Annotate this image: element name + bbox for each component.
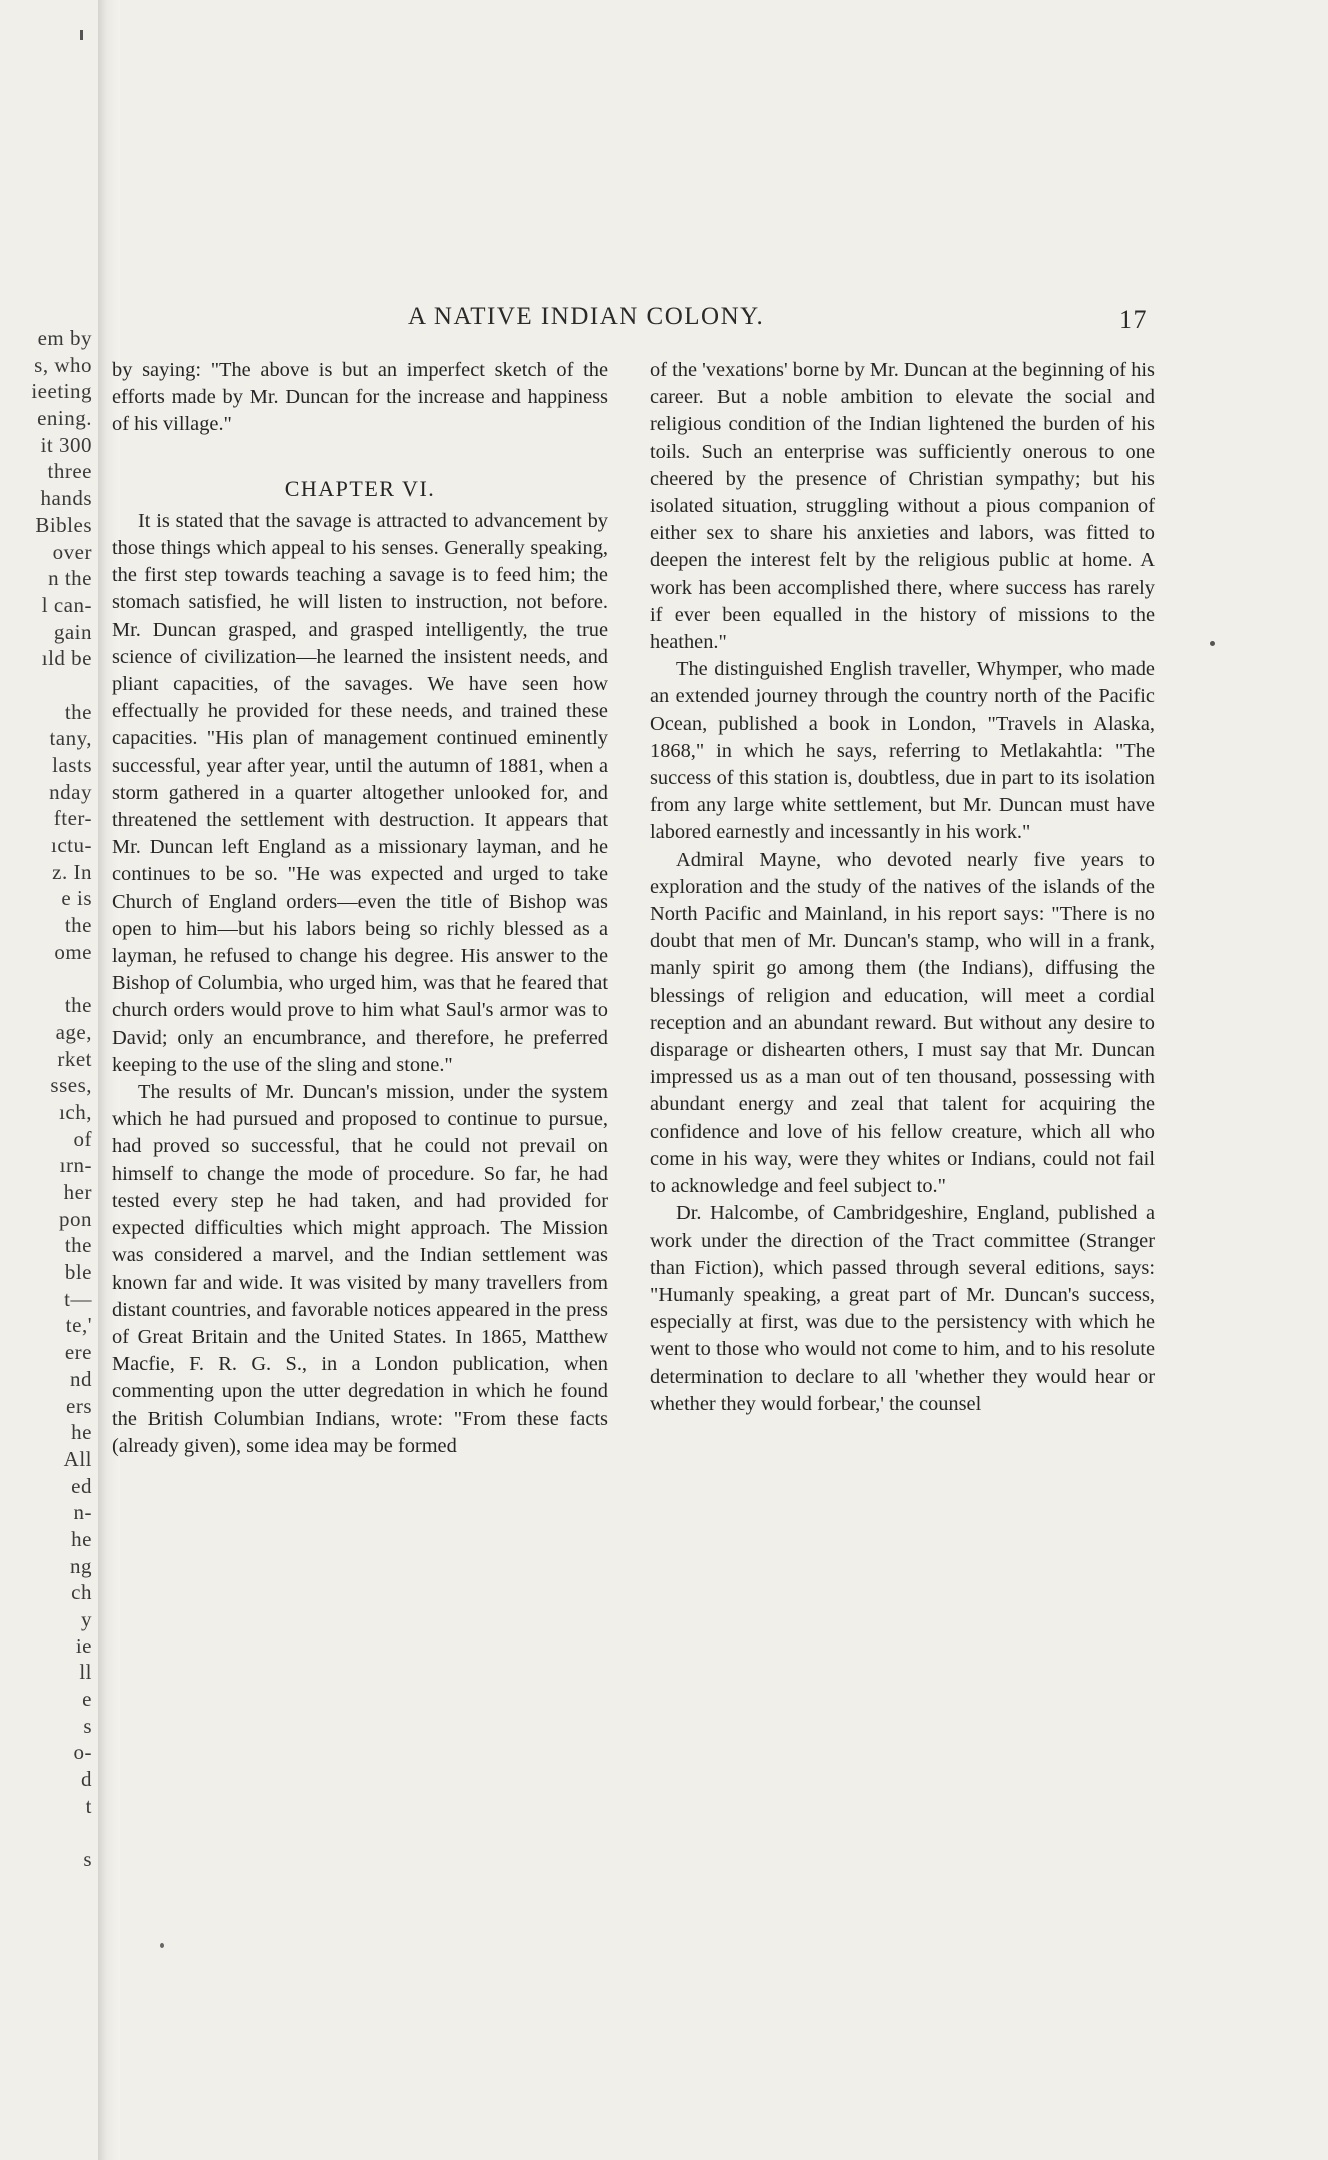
fragment-line: he: [71, 1420, 92, 1445]
fragment-line: he: [71, 1526, 92, 1551]
fragment-line: the: [64, 1233, 92, 1258]
fragment-line: ie: [75, 1633, 92, 1658]
fragment-line: te,': [65, 1313, 92, 1338]
body-paragraph: Dr. Halcombe, of Cambridgeshire, England, published a work under the direction of the Tract committee (Stranger than Fiction), which passed through several editions, says: "Humanly speaking, a great part of Mr. Duncan's success, especially at first, was due to the persistency with which he went to those who would not come to him, and to his resolute determination to declare to all 'whether they would hear or whether they would forbear,' the counsel: [650, 1202, 1155, 1415]
fragment-line: ening.: [37, 406, 92, 431]
fragment-line: Bibles: [35, 512, 92, 537]
running-title: A NATIVE INDIAN COLONY.: [408, 303, 765, 330]
fragment-line: ıch,: [59, 1099, 92, 1124]
ink-speck: [1210, 641, 1215, 646]
fragment-line: the: [64, 993, 92, 1018]
fragment-line: l can-: [41, 592, 92, 617]
fragment-line: [0, 966, 92, 993]
fragment-line: t—: [64, 1286, 92, 1311]
body-paragraph: The results of Mr. Duncan's mission, under the system which he had pursued and proposed to continue to pursue, had proved so successful, that he could not prevail on himself to change the mode of procedure. So far, he had tested every step he had taken, and had provided for expected difficulties which might approach. The Mission was considered a marvel, and the Indian settlement was known far and wide. It was visited by many travellers from distant countries, and favorable notices appeared in the press of Great Britain and the United States. In 1865, Matthew Macfie, F. R. G. S., in a London publication, when commenting upon the utter degredation in which he found the British Columbian Indians, wrote: "From these facts (already given), some idea may be formed: [112, 1081, 608, 1457]
fragment-line: ırn-: [59, 1153, 92, 1178]
fragment-line: ıctu-: [51, 833, 92, 858]
body-paragraph: It is stated that the savage is attracted to advancement by those things which appeal to his senses. Generally speaking, the first step towards teaching a savage is to feed him; the stomach satisfied, he will listen to instruction, not before. Mr. Duncan grasped, and grasped intelligently, the true science of civilization—he learned the insistent needs, and pliant capacities, of the savages. We have seen how effectually he provided for these needs, and trained these capacities. "His plan of management continued eminently successful, year after year, until the autumn of 1881, when a storm gathered in a quarter altogether unlooked for, and threatened the settlement with destruction. It appears that Mr. Duncan left England as a missionary layman, and he continues to be so. "He was expected and urged to take Church of England orders—even the title of Bishop was open to him—but his labors being so richly blessed as a layman, he refused to change his degree. His answer to the Bishop of Columbia, who urged him, was that he feared that church orders would prove to him what Saul's armor was to David; only an encumbrance, and therefore, he preferred keeping to the use of the sling and stone.": [112, 509, 608, 1076]
page-number: 17: [1119, 305, 1148, 334]
ink-speck: [160, 1943, 164, 1948]
fragment-line: lasts: [52, 753, 92, 777]
fragment-line: t: [85, 1793, 92, 1818]
fragment-line: [0, 1820, 92, 1847]
fragment-line: s: [83, 1847, 92, 1872]
chapter-heading: CHAPTER VI.: [284, 475, 436, 501]
fragment-line: ch: [71, 1580, 92, 1605]
fragment-line: ieeting: [31, 379, 92, 404]
fragment-line: nday: [49, 779, 92, 804]
fragment-line: em by: [37, 326, 92, 350]
fragment-line: ıld be: [41, 646, 92, 671]
fragment-line: n-: [73, 1500, 92, 1525]
fragment-line: y: [81, 1607, 92, 1631]
fragment-line: z. In: [52, 859, 92, 884]
fragment-line: age,: [55, 1019, 92, 1044]
fragment-line: o-: [73, 1740, 92, 1765]
fragment-line: it 300: [40, 432, 92, 457]
body-paragraph: The distinguished English traveller, Whymper, who made an extended journey through the country north of the Pacific Ocean, published a book in London, "Travels in Alaska, 1868," in which he says, referring to Metlakahtla: "The success of this station is, doubtless, due in part to its isolation from any large white settlement, but Mr. Duncan must have labored earnestly and incessantly in his work.": [650, 658, 1155, 844]
fragment-line: ed: [71, 1473, 92, 1498]
fragment-line: s: [83, 1713, 92, 1738]
fragment-line: pon: [59, 1206, 92, 1231]
fragment-line: All: [63, 1446, 92, 1471]
fragment-line: fter-: [53, 806, 92, 831]
fragment-line: gain: [53, 619, 92, 644]
fragment-line: three: [47, 459, 92, 484]
margin-mark: [80, 30, 83, 40]
fragment-line: sses,: [50, 1073, 92, 1098]
fragment-line: ble: [64, 1260, 92, 1285]
fragment-line: her: [63, 1180, 92, 1204]
right-column: [650, 357, 1155, 1418]
fragment-line: of: [73, 1126, 92, 1151]
fragment-line: tany,: [49, 726, 92, 751]
left-column: [112, 357, 608, 1460]
fragment-line: rket: [57, 1046, 92, 1071]
fragment-line: e is: [61, 886, 92, 911]
fragment-line: the: [64, 699, 92, 724]
fragment-line: e: [82, 1687, 92, 1712]
fragment-line: nd: [70, 1366, 92, 1391]
facing-page-fragments: [0, 325, 92, 1873]
fragment-line: s, who: [34, 352, 92, 377]
opening-paragraph: by saying: "The above is but an imperfect sketch of the efforts made by Mr. Duncan for the increase and happiness of his village.": [112, 359, 608, 436]
fragment-line: ome: [54, 939, 92, 964]
body-paragraph: of the 'vexations' borne by Mr. Duncan at the beginning of his career. But a noble ambition to elevate the social and religious condition of the Indian lightened the burden of his toils. Such an enterprise was sufficiently onerous to one cheered by the presence of Christian sympathy; but his isolated situation, struggling without a pious companion of either sex to share his anxieties and labors, was fitted to deepen the interest felt by the religious public at home. A work has been accomplished there, where success has rarely if ever been equalled in the history of missions to the heathen.": [650, 359, 1155, 654]
fragment-line: ng: [70, 1553, 92, 1578]
fragment-line: ll: [79, 1660, 92, 1685]
fragment-line: the: [64, 913, 92, 938]
body-paragraph: Admiral Mayne, who devoted nearly five years to exploration and the study of the natives of the islands of the North Pacific and Mainland, in his report says: "There is no doubt that men of Mr. Duncan's stamp, who will in a frank, manly spirit go among them (the Indians), diffusing the blessings of religion and education, will meet a cordial reception and an abundant reward. But without any desire to disparage or dishearten others, I must say that Mr. Duncan impressed us as a man out of ten thousand, possessing with abundant energy and zeal that talent for acquiring the confidence and love of his fellow creature, which all who come in his way, were they whites or Indians, could not fail to acknowledge and feel subject to.": [650, 848, 1155, 1198]
fragment-line: ers: [66, 1393, 92, 1418]
fragment-line: hands: [40, 486, 92, 511]
fragment-line: d: [81, 1767, 92, 1792]
fragment-line: n the: [48, 566, 92, 591]
fragment-line: [0, 672, 92, 699]
fragment-line: over: [52, 539, 92, 564]
fragment-line: ere: [64, 1340, 92, 1365]
